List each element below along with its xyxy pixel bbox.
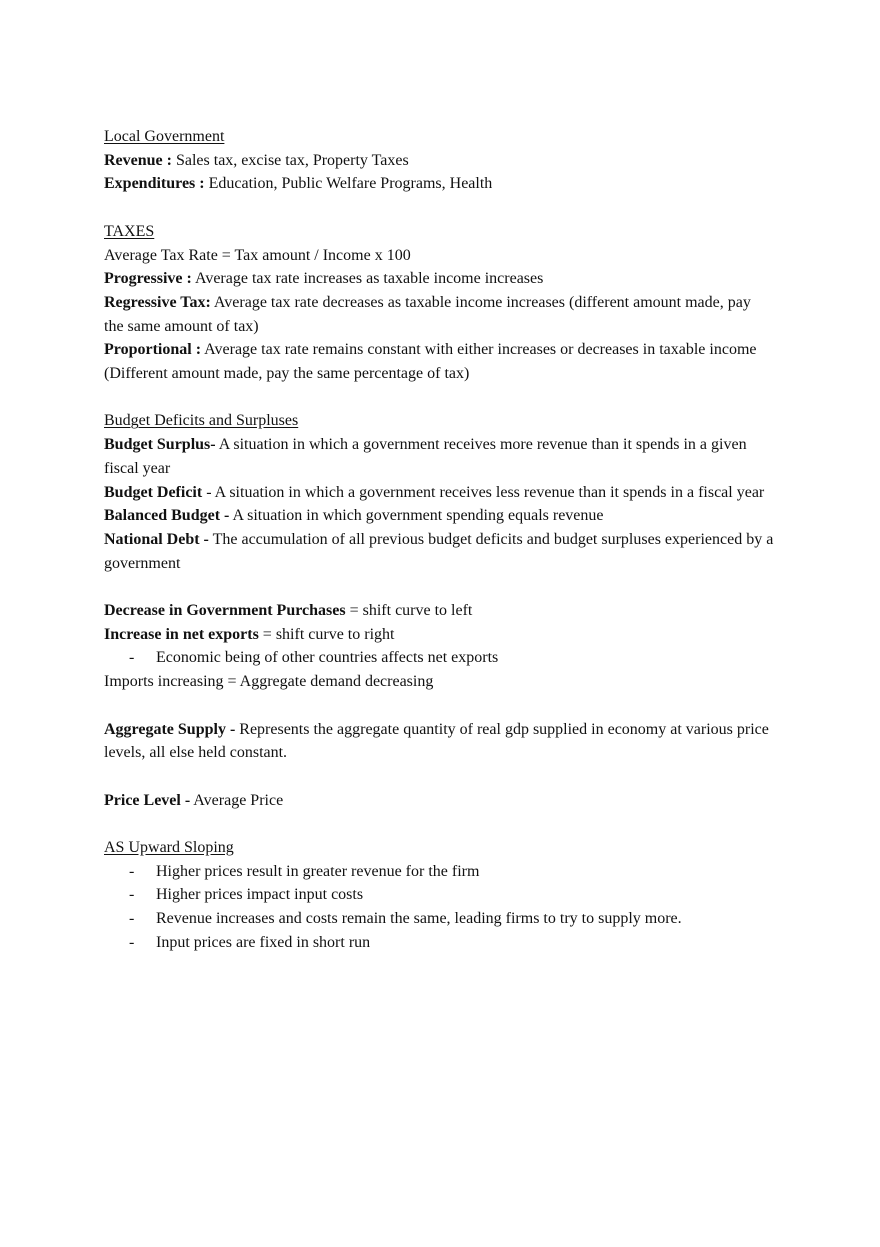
document-page [104,125,774,955]
regressive-text: Average tax rate decreases as taxable income increases (different amount made, pay the same amount of tax) [104,293,751,335]
expenditures-text: Education, Public Welfare Programs, Health [204,175,493,193]
budget-deficit-text: - A situation in which a government receives less revenue than it spends in a fiscal year [202,483,765,501]
budget-heading: Budget Deficits and Surpluses [104,412,299,430]
national-debt-term: National Debt - [104,530,209,548]
list-item [104,883,774,907]
taxes-heading: TAXES [104,222,155,240]
list-item [104,860,774,884]
bullet-dash: - [129,862,135,880]
revenue-line [104,149,774,173]
budget-deficit-line [104,481,774,505]
average-tax-rate-line: Average Tax Rate = Tax amount / Income x 100 [104,246,411,264]
spacer [104,812,774,836]
gov-purchases-line [104,599,774,623]
price-level-line [104,789,774,813]
local-government-heading: Local Government [104,128,225,145]
spacer [104,694,774,718]
regressive-term: Regressive Tax: [104,293,211,311]
national-debt-line [104,528,774,575]
gov-purchases-text: = shift curve to left [345,602,473,620]
net-exports-term: Increase in net exports [104,625,259,643]
progressive-text: Average tax rate increases as taxable income increases [191,270,544,288]
progressive-term: Progressive : [104,270,192,288]
balanced-budget-line [104,504,774,528]
spacer [104,386,774,410]
budget-surplus-text: A situation in which a government receives more revenue than it spends in a given fiscal year [104,436,747,477]
balanced-budget-term: Balanced Budget - [104,507,230,525]
bullet-text: Economic being of other countries affects net exports [156,649,499,667]
bullet-dash: - [129,886,135,904]
aggregate-supply-line [104,718,774,765]
aggregate-supply-text: Represents the aggregate quantity of real gdp supplied in economy at various price levels, all else held constant. [104,720,769,762]
proportional-text: Average tax rate remains constant with either increases or decreases in taxable income (Different amount made, pay the same percentage of tax) [104,341,757,383]
balanced-budget-text: A situation in which government spending equals revenue [229,507,604,525]
as-upward-heading: AS Upward Sloping [104,839,234,856]
aggregate-supply-term: Aggregate Supply - [104,720,236,738]
spacer [104,196,774,220]
bullet-dash: - [129,649,135,667]
regressive-line [104,291,774,338]
bullet-dash: - [129,910,135,928]
national-debt-text: The accumulation of all previous budget deficits and budget surpluses experienced by a government [104,530,774,572]
expenditures-line [104,172,774,196]
price-level-term: Price Level - [104,791,191,809]
proportional-term: Proportional : [104,341,202,359]
bullet-text: Input prices are fixed in short run [156,933,371,951]
bullet-text: Revenue increases and costs remain the same, leading firms to try to supply more. [156,910,682,928]
bullet-text: Higher prices impact input costs [156,886,364,904]
bullet-dash: - [129,933,135,951]
budget-deficit-term: Budget Deficit [104,483,203,501]
budget-surplus-term: Budget Surplus- [104,436,216,454]
imports-line: Imports increasing = Aggregate demand decreasing [104,673,434,691]
gov-purchases-term: Decrease in Government Purchases [104,602,346,620]
net-exports-text: = shift curve to right [258,625,395,643]
spacer [104,765,774,789]
proportional-line [104,338,774,385]
list-item [104,931,774,955]
budget-surplus-line [104,433,774,480]
list-item [104,907,774,931]
expenditures-term: Expenditures : [104,175,205,193]
net-exports-line [104,623,774,647]
bullet-text: Higher prices result in greater revenue for the firm [156,862,480,880]
list-item [104,646,774,670]
revenue-text: Sales tax, excise tax, Property Taxes [171,151,409,169]
spacer [104,575,774,599]
revenue-term: Revenue : [104,151,172,169]
price-level-text: Average Price [190,791,284,809]
progressive-line [104,267,774,291]
